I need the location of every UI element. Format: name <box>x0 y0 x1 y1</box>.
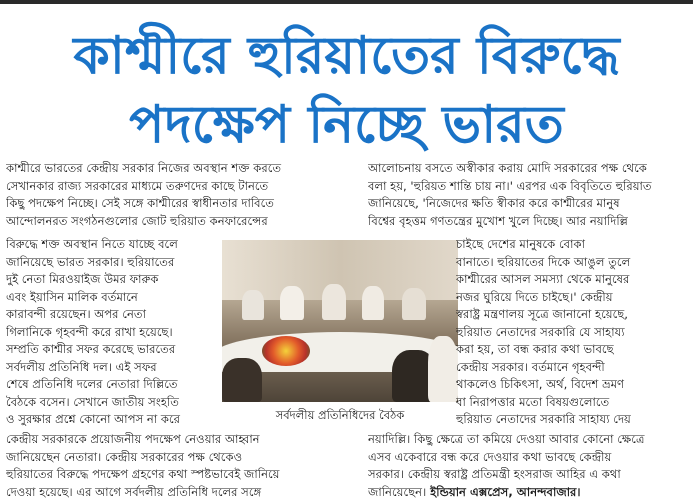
text-line: হুরিয়াত নেতাদের সরকারি যে সাহায্য <box>456 324 625 339</box>
text-line: কাশ্মীরে ভারতের কেন্দ্রীয় সরকার নিজের অবস্থান শক্ত করতে <box>6 161 282 175</box>
text-line: জানিয়েছে ভারত সরকার। হুরিয়াতের <box>6 254 175 269</box>
text-line: বৈঠকে বসেন। সেখানে জাতীয় সংহতি <box>6 394 179 409</box>
text-line: কিছু পদক্ষেপ নিচ্ছে। সেই সঙ্গে কাশ্মীরের স্বাধীনতার দাবিতে <box>6 196 274 210</box>
text-line: কেন্দ্রীয় সরকারকে প্রয়োজনীয় পদক্ষেপ নেওয়ার আহ্বান <box>6 432 260 446</box>
text-line: কাশ্মীরের আসল সমস্যা থেকে মানুষের <box>456 272 630 286</box>
text-line: বানাতে। হুরিয়াতের দিকে আঙুল তুলে <box>456 254 631 269</box>
text-line: এবং ইয়াসিন মালিক বর্তমানে <box>6 289 138 304</box>
photo-flowers <box>262 336 310 366</box>
text-line: জানিয়েছে, 'নিজেদের ক্ষতি স্বীকার করে কাশ্মীরের মানুষ <box>368 196 620 210</box>
text-line: করা হয়, তা বন্ধ করার কথা ভাবছে <box>456 342 614 356</box>
text-line-with-credit <box>368 484 688 501</box>
photo-caption: সর্বদলীয় প্রতিনিধিদের বৈঠক <box>222 402 458 428</box>
text-line: সেখানকার রাজ্য সরকারের মাধ্যমে তরুণদের কাছে টানতে <box>6 178 269 193</box>
text-line: স্বরাষ্ট্র মন্ত্রণালয় সূত্রে জানানো হয়েছে, <box>456 307 628 321</box>
text-line: দেওয়া হয়েছে। এর আগে সর্বদলীয় প্রতিনিধি দলের সঙ্গে <box>6 484 262 499</box>
headline-line-2: পদক্ষেপ নিচ্ছে ভারত <box>129 95 564 155</box>
text-line: জানিয়েছেন। <box>368 484 427 499</box>
text-line: হুরিয়াতের বিরুদ্ধে পদক্ষেপ গ্রহণের কথা স্পষ্টভাবেই জানিয়ে <box>6 467 280 481</box>
article-bottom-right <box>368 431 688 501</box>
article-left-mid <box>6 236 218 429</box>
text-line: বা নিরাপত্তার মতো বিষয়গুলোতে <box>456 394 610 409</box>
article-left-top <box>6 160 351 230</box>
article-right-mid <box>456 236 688 429</box>
photo-person <box>322 284 346 320</box>
text-line: বলা হয়, 'হুরিয়ত শান্তি চায় না।' এরপর এক বিবৃতিতে হুরিয়াত <box>368 178 652 193</box>
source-credit: ইন্ডিয়ান এক্সপ্রেস, আনন্দবাজার। <box>426 484 581 499</box>
text-line: থাকলেও চিকিৎসা, অর্থ, বিদেশ ভ্রমণ <box>456 377 625 391</box>
text-line: বিরুদ্ধে শক্ত অবস্থান নিতে যাচ্ছে বলে <box>6 237 178 251</box>
text-line: জানিয়েছেন নেতারা। কেন্দ্রীয় সরকারের পক্ষ থেকেও <box>6 449 243 464</box>
top-border <box>0 0 693 4</box>
text-line: ও সুরক্ষার প্রশ্নে কোনো আপস না করে <box>6 412 181 426</box>
text-line: শেষে প্রতিনিধি দলের নেতারা দিল্লিতে <box>6 377 178 391</box>
meeting-photo <box>222 240 458 402</box>
text-line: সরকার। কেন্দ্রীয় স্বরাষ্ট্র প্রতিমন্ত্রী হংসরাজ আহির এ কথা <box>368 467 621 481</box>
text-line: চাইছে দেশের মানুষকে বোকা <box>456 237 585 251</box>
text-line: আলোচনায় বসতে অস্বীকার করায় মোদি সরকারের পক্ষ থেকে <box>368 161 647 175</box>
article-right-top <box>368 160 688 230</box>
headline-line-1: কাশ্মীরে হুরিয়াতের বিরুদ্ধে <box>73 26 620 86</box>
text-line: নয়াদিল্লি। কিছু ক্ষেত্রে তা কমিয়ে দেওয়া আবার কোনো ক্ষেত্রে <box>368 432 645 446</box>
photo-person <box>242 290 264 320</box>
text-line: দুই নেতা মিরওয়াইজ উমর ফারুক <box>6 272 159 286</box>
text-line: কারাবন্দী রয়েছেন। অপর নেতা <box>6 307 146 321</box>
text-line: কেন্দ্রীয় সরকার। বর্তমানে গৃহবন্দী <box>456 359 605 374</box>
text-line: গিলানিকে গৃহবন্দী করে রাখা হয়েছে। <box>6 324 173 339</box>
text-line: নজর ঘুরিয়ে দিতে চাইছে।' কেন্দ্রীয় <box>456 289 613 304</box>
photo-person <box>362 286 384 320</box>
photo-person <box>428 336 458 402</box>
article-bottom-left <box>6 431 351 501</box>
text-line: আন্দোলনরত সংগঠনগুলোর জোট হুরিয়াত কনফারেন্সের <box>6 213 268 228</box>
text-line: বিশ্বের বৃহত্তম গণতন্ত্রের মুখোশ খুলে দিচ্ছে। আর নয়াদিল্লি <box>368 213 628 228</box>
text-line: সর্বদলীয় প্রতিনিধি দল। এই সফর <box>6 359 157 374</box>
text-line: এসব একেবারে বন্ধ করে দেওয়ার কথা ভাবছে কেন্দ্রীয় <box>368 449 612 464</box>
text-line: হুরিয়াত নেতাদের সরকারি সাহায্য দেয় <box>456 412 631 426</box>
text-line: সম্প্রতি কাশ্মীর সফর করেছে ভারতের <box>6 342 176 356</box>
photo-person <box>402 288 426 320</box>
photo-person <box>280 286 304 320</box>
photo-person <box>222 358 262 402</box>
